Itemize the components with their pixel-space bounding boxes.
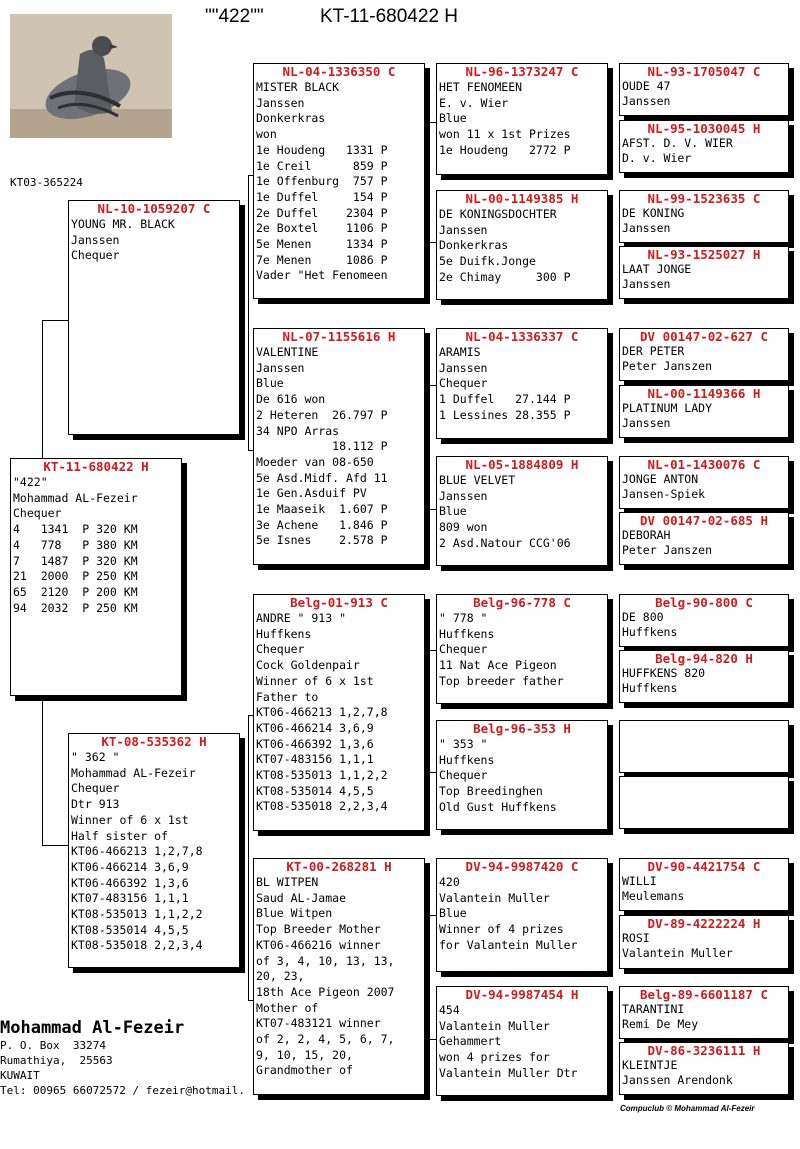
ring-number: NL-93-1525027 H bbox=[647, 247, 761, 262]
pigeon-details: OUDE 47 Janssen bbox=[622, 79, 671, 108]
pigeon-details: WILLI Meulemans bbox=[622, 874, 685, 903]
pigeon-details: DE KONINGSDOCHTER Janssen Donkerkras 5e Duifk.Jonge 2e Chimay 300 P bbox=[439, 207, 571, 284]
owner-address: P. O. Box 33274 Rumathiya, 25563 KUWAIT Tel: 00965 66072572 / fezeir@hotmail. bbox=[0, 1039, 246, 1097]
pigeon-details: 454 Valantein Muller Gehammert won 4 prizes for Valantein Muller Dtr bbox=[439, 1003, 578, 1080]
ring-number: NL-01-1430076 C bbox=[647, 457, 761, 472]
ring-number: NL-95-1030045 H bbox=[647, 121, 761, 136]
pigeon-details: MISTER BLACK Janssen Donkerkras won 1e Houdeng 1331 P 1e Creil 859 P 1e Offenburg 757 P 1e Duffel 154 P 2e Duffel 2304 P 2e Boxtel 1106 P 5e Menen 1334 P 7e Menen 1086 P Vader "Het Fenomeen bbox=[256, 80, 388, 283]
pedigree-g5-4[interactable] bbox=[619, 246, 789, 299]
pedigree-sdd[interactable] bbox=[436, 456, 608, 566]
pigeon-details: BL WITPEN Saud AL-Jamae Blue Witpen Top Breeder Mother KT06-466216 winner of 3, 4, 10, 13, 13, 20, 23, 18th Ace Pigeon 2007 Mother of KT07-483121 winner of 2, 2, 4, 5, 6, 7, 9, 10, 15, 20, Grandmother of bbox=[256, 875, 395, 1078]
pigeon-details: AFST. D. V. WIER D. v. Wier bbox=[622, 136, 733, 165]
ring-number: KT-08-535362 H bbox=[101, 734, 207, 749]
pigeon-details: PLATINUM LADY Janssen bbox=[622, 401, 713, 430]
ring-number: Belg-96-778 C bbox=[473, 595, 571, 610]
pigeon-details: KLEINTJE Janssen Arendonk bbox=[622, 1058, 733, 1087]
ring-number: NL-96-1373247 C bbox=[465, 64, 579, 79]
ring-number: NL-93-1705047 C bbox=[647, 64, 761, 79]
pedigree-g5-12[interactable] bbox=[619, 776, 789, 829]
pigeon-details: LAAT JONGE Janssen bbox=[622, 262, 692, 291]
reference-number: KT03-365224 bbox=[10, 176, 83, 189]
pigeon-details: BLUE VELVET Janssen Blue 809 won 2 Asd.Natour CCG'06 bbox=[439, 473, 571, 550]
ring-number: NL-10-1059207 C bbox=[97, 201, 211, 216]
ring-number: DV 00147-02-627 C bbox=[640, 329, 768, 344]
pedigree-dam-dam[interactable] bbox=[253, 858, 425, 1095]
pigeon-details: " 353 " Huffkens Chequer Top Breedinghen Old Gust Huffkens bbox=[439, 737, 557, 814]
owner-info bbox=[0, 1018, 245, 1098]
ring-number: NL-07-1155616 H bbox=[282, 329, 396, 344]
pedigree-sss[interactable] bbox=[436, 63, 608, 175]
ring-number: DV-86-3236111 H bbox=[647, 1043, 761, 1058]
header-name: ""422"" bbox=[205, 6, 264, 27]
ring-number: NL-04-1336337 C bbox=[465, 329, 579, 344]
ring-number: Belg-01-913 C bbox=[290, 595, 388, 610]
pedigree-g5-2[interactable] bbox=[619, 120, 789, 173]
pigeon-details: JONGE ANTON Jansen-Spiek bbox=[622, 472, 706, 501]
pedigree-g5-15[interactable] bbox=[619, 986, 789, 1039]
ring-number: DV 00147-02-685 H bbox=[640, 513, 768, 528]
pedigree-g5-11[interactable] bbox=[619, 720, 789, 773]
pigeon-details: " 778 " Huffkens Chequer 11 Nat Ace Pigeon Top breeder father bbox=[439, 611, 564, 688]
ring-number: DV-94-9987420 C bbox=[465, 859, 579, 874]
pedigree-g5-10[interactable] bbox=[619, 650, 789, 703]
pedigree-sire-sire[interactable] bbox=[253, 63, 425, 299]
ring-number: Belg-90-800 C bbox=[655, 595, 753, 610]
pedigree-ddd[interactable] bbox=[436, 986, 608, 1096]
pigeon-image bbox=[10, 14, 172, 138]
pedigree-dss[interactable] bbox=[436, 594, 608, 704]
ring-number: KT-11-680422 H bbox=[43, 459, 149, 474]
pigeon-details: ANDRE " 913 " Huffkens Chequer Cock Goldenpair Winner of 6 x 1st Father to KT06-466213 1,2,7,8 KT06-466214 3,6,9 KT06-466392 1,3,6 KT07-483156 1,1,1 KT08-535013 1,1,2,2 KT08-535014 4,5,5 KT08-535018 2,2,3,4 bbox=[256, 611, 388, 814]
pigeon-details: DEBORAH Peter Janszen bbox=[622, 528, 713, 557]
pigeon-details: "422" Mohammad AL-Fezeir Chequer 4 1341 P 320 KM 4 778 P 380 KM 7 1487 P 320 KM 21 2000 P 250 KM 65 2120 P 200 KM 94 2032 P 250 KM bbox=[13, 475, 138, 615]
ring-number: Belg-89-6601187 C bbox=[640, 987, 768, 1002]
pigeon-details: YOUNG MR. BLACK Janssen Chequer bbox=[71, 217, 175, 263]
footer-credit: Compuclub © Mohammad Al-Fezeir bbox=[620, 1104, 755, 1113]
ring-number: Belg-94-820 H bbox=[655, 651, 753, 666]
pigeon-details: TARANTINI Remi De Mey bbox=[622, 1002, 699, 1031]
pigeon-details: " 362 " Mohammad AL-Fezeir Chequer Dtr 913 Winner of 6 x 1st Half sister of KT06-466213 1,2,7,8 KT06-466214 3,6,9 KT06-466392 1,3,6 KT07-483156 1,1,1 KT08-535013 1,1,2,2 KT08-535014 4,5,5 KT08-535018 2,2,3,4 bbox=[71, 750, 203, 953]
header-ring: KT-11-680422 H bbox=[320, 6, 459, 27]
owner-name: Mohammad Al-Fezeir bbox=[0, 1018, 185, 1038]
ring-number: DV-89-4222224 H bbox=[647, 916, 761, 931]
pedigree-g5-14[interactable] bbox=[619, 915, 789, 969]
ring-number: DV-94-9987454 H bbox=[465, 987, 579, 1002]
pigeon-details: VALENTINE Janssen Blue De 616 won 2 Heteren 26.797 P 34 NPO Arras 18.112 P Moeder van 08-650 5e Asd.Midf. Afd 11 1e Gen.Asduif PV 1e Maaseik 1.607 P 3e Achene 1.846 P 5e Isnes 2.578 P bbox=[256, 345, 388, 548]
ring-number: DV-90-4421754 C bbox=[647, 859, 761, 874]
pigeon-details: ARAMIS Janssen Chequer 1 Duffel 27.144 P 1 Lessines 28.355 P bbox=[439, 345, 571, 422]
pedigree-g5-16[interactable] bbox=[619, 1042, 789, 1095]
pedigree-g5-1[interactable] bbox=[619, 63, 789, 116]
pigeon-photo bbox=[10, 14, 172, 138]
ring-number: Belg-96-353 H bbox=[473, 721, 571, 736]
pedigree-g5-13[interactable] bbox=[619, 858, 789, 911]
pigeon-details: ROSI Valantein Muller bbox=[622, 931, 733, 960]
ring-number: NL-04-1336350 C bbox=[282, 64, 396, 79]
ring-number: NL-00-1149366 H bbox=[647, 386, 761, 401]
pigeon-details: HET FENOMEEN E. v. Wier Blue won 11 x 1st Prizes 1e Houdeng 2772 P bbox=[439, 80, 571, 157]
pigeon-details: 420 Valantein Muller Blue Winner of 4 prizes for Valantein Muller bbox=[439, 875, 578, 952]
pedigree-subject[interactable] bbox=[10, 458, 182, 696]
pigeon-details: HUFFKENS 820 Huffkens bbox=[622, 666, 706, 695]
pedigree-sds[interactable] bbox=[436, 328, 608, 439]
pedigree-dam-sire[interactable] bbox=[253, 594, 425, 831]
pedigree-dds[interactable] bbox=[436, 858, 608, 972]
ring-number: NL-05-1884809 H bbox=[465, 457, 579, 472]
pigeon-details: DE KONING Janssen bbox=[622, 206, 685, 235]
ring-number: NL-99-1523635 C bbox=[647, 191, 761, 206]
ring-number: KT-00-268281 H bbox=[286, 859, 392, 874]
ring-number: NL-00-1149385 H bbox=[465, 191, 579, 206]
pedigree-g5-3[interactable] bbox=[619, 190, 789, 243]
pedigree-ssd[interactable] bbox=[436, 190, 608, 300]
pedigree-g5-6[interactable] bbox=[619, 385, 789, 438]
pedigree-dsd[interactable] bbox=[436, 720, 608, 830]
pigeon-details: DER PETER Peter Janszen bbox=[622, 344, 713, 373]
pedigree-dam[interactable] bbox=[68, 733, 240, 968]
pedigree-g5-7[interactable] bbox=[619, 456, 789, 509]
pedigree-sire-dam[interactable] bbox=[253, 328, 425, 565]
pedigree-g5-9[interactable] bbox=[619, 594, 789, 647]
pedigree-sire[interactable] bbox=[68, 200, 240, 435]
pigeon-details: DE 800 Huffkens bbox=[622, 610, 678, 639]
pedigree-g5-8[interactable] bbox=[619, 512, 789, 565]
pedigree-g5-5[interactable] bbox=[619, 328, 789, 381]
